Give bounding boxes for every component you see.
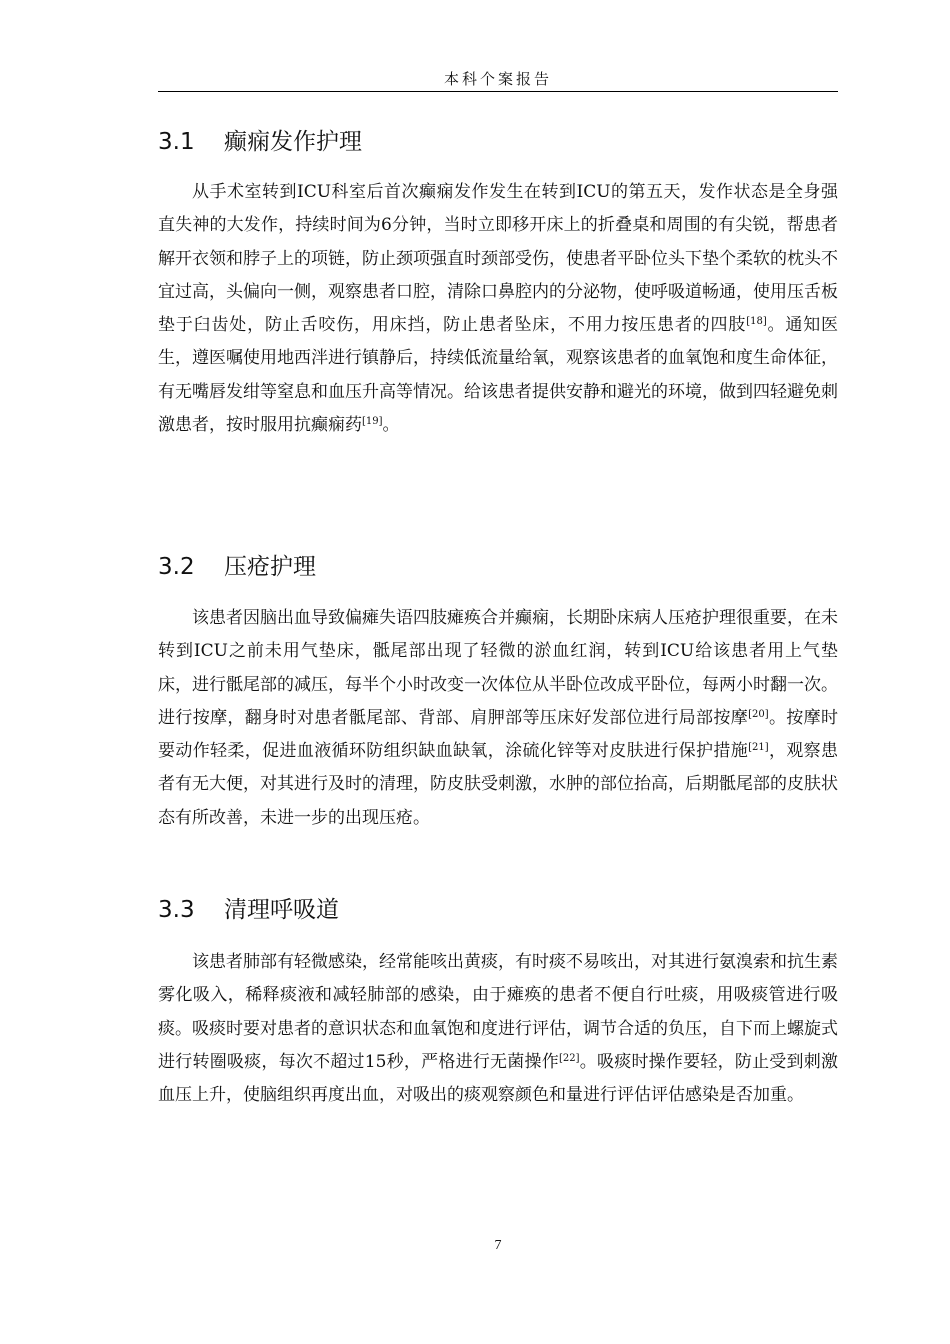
paragraph-3-3 <box>158 946 838 1112</box>
section-title: 癫痫发作护理 <box>224 129 362 155</box>
text-run: 。按摩时要动作轻柔，促进血液循环防组织缺血缺氧，涂硫化锌等对皮肤进行保护措施 <box>158 707 839 762</box>
section-title: 压疮护理 <box>224 554 316 580</box>
citation: [20] <box>748 708 769 720</box>
text-run: 该患者肺部有轻微感染，经常能咳出黄痰，有时痰不易咳出，对其进行氨溴索和抗生素雾化吸入，稀释痰液和减轻肺部的感染，由于瘫痪的患者不便自行吐痰，用吸痰管进行吸痰。吸痰时要对患者的意识状态和血氧饱和度进行评估，调节合适的负压，自下而上螺旋式进行转圈吸痰，每次不超过15秒，严格进行无菌操作 <box>158 952 838 1072</box>
text-run: 。吸痰时操作要轻，防止受到刺激血压上升，使脑组织再度出血，对吸出的痰观察颜色和量进行评估评估感染是否加重。 <box>158 1051 838 1106</box>
section-heading-3-1 <box>158 127 362 157</box>
citation: [21] <box>748 742 769 754</box>
running-header: 本科个案报告 <box>443 70 552 88</box>
text-run: 该患者因脑出血导致偏瘫失语四肢瘫痪合并癫痫，长期卧床病人压疮护理很重要，在未转到ICU之前未用气垫床，骶尾部出现了轻微的淤血红润，转到ICU给该患者用上气垫床，进行骶尾部的减压，每半个小时改变一次体位从半卧位改成平卧位，每两小时翻一次。进行按摩，翻身时对患者骶尾部、背部、肩胛部等压床好发部位进行局部按摩 <box>158 608 838 728</box>
section-heading-3-3 <box>158 895 339 925</box>
text-run: 。 <box>382 415 400 436</box>
text-run: ，观察患者有无大便，对其进行及时的清理，防皮肤受刺激，水肿的部位抬高，后期骶尾部的皮肤状态有所改善，未进一步的出现压疮。 <box>158 741 839 828</box>
page-number: 7 <box>494 1238 502 1253</box>
section-title: 清理呼吸道 <box>224 897 339 923</box>
section-number: 3.3 <box>158 897 195 923</box>
text-run: 。通知医生，遵医嘱使用地西泮进行镇静后，持续低流量给氧，观察该患者的血氧饱和度生命体征，有无嘴唇发绀等窒息和血压升高等情况。给该患者提供安静和避光的环境，做到四轻避免刺激患者，按时服用抗癫痫药 <box>158 315 839 436</box>
text-run: 从手术室转到ICU科室后首次癫痫发作发生在转到ICU的第五天，发作状态是全身强直失神的大发作，持续时间为6分钟，当时立即移开床上的折叠桌和周围的有尖锐，帮患者解开衣领和脖子上的项链，防止颈项强直时颈部受伤，使患者平卧位头下垫个柔软的枕头不宜过高，头偏向一侧，观察患者口腔，清除口鼻腔内的分泌物，使呼吸道畅通，使用压舌板垫于臼齿处，防止舌咬伤，用床挡，防止患者坠床，不用力按压患者的四肢 <box>158 182 838 336</box>
section-number: 3.2 <box>158 554 195 580</box>
paragraph-3-2 <box>158 602 838 835</box>
section-heading-3-2 <box>158 552 316 582</box>
header-rule <box>158 91 838 92</box>
citation: [22] <box>558 1052 580 1064</box>
paragraph-3-1 <box>158 176 838 442</box>
section-number: 3.1 <box>158 129 195 155</box>
citation: [18] <box>746 316 767 328</box>
citation: [19] <box>362 416 383 428</box>
